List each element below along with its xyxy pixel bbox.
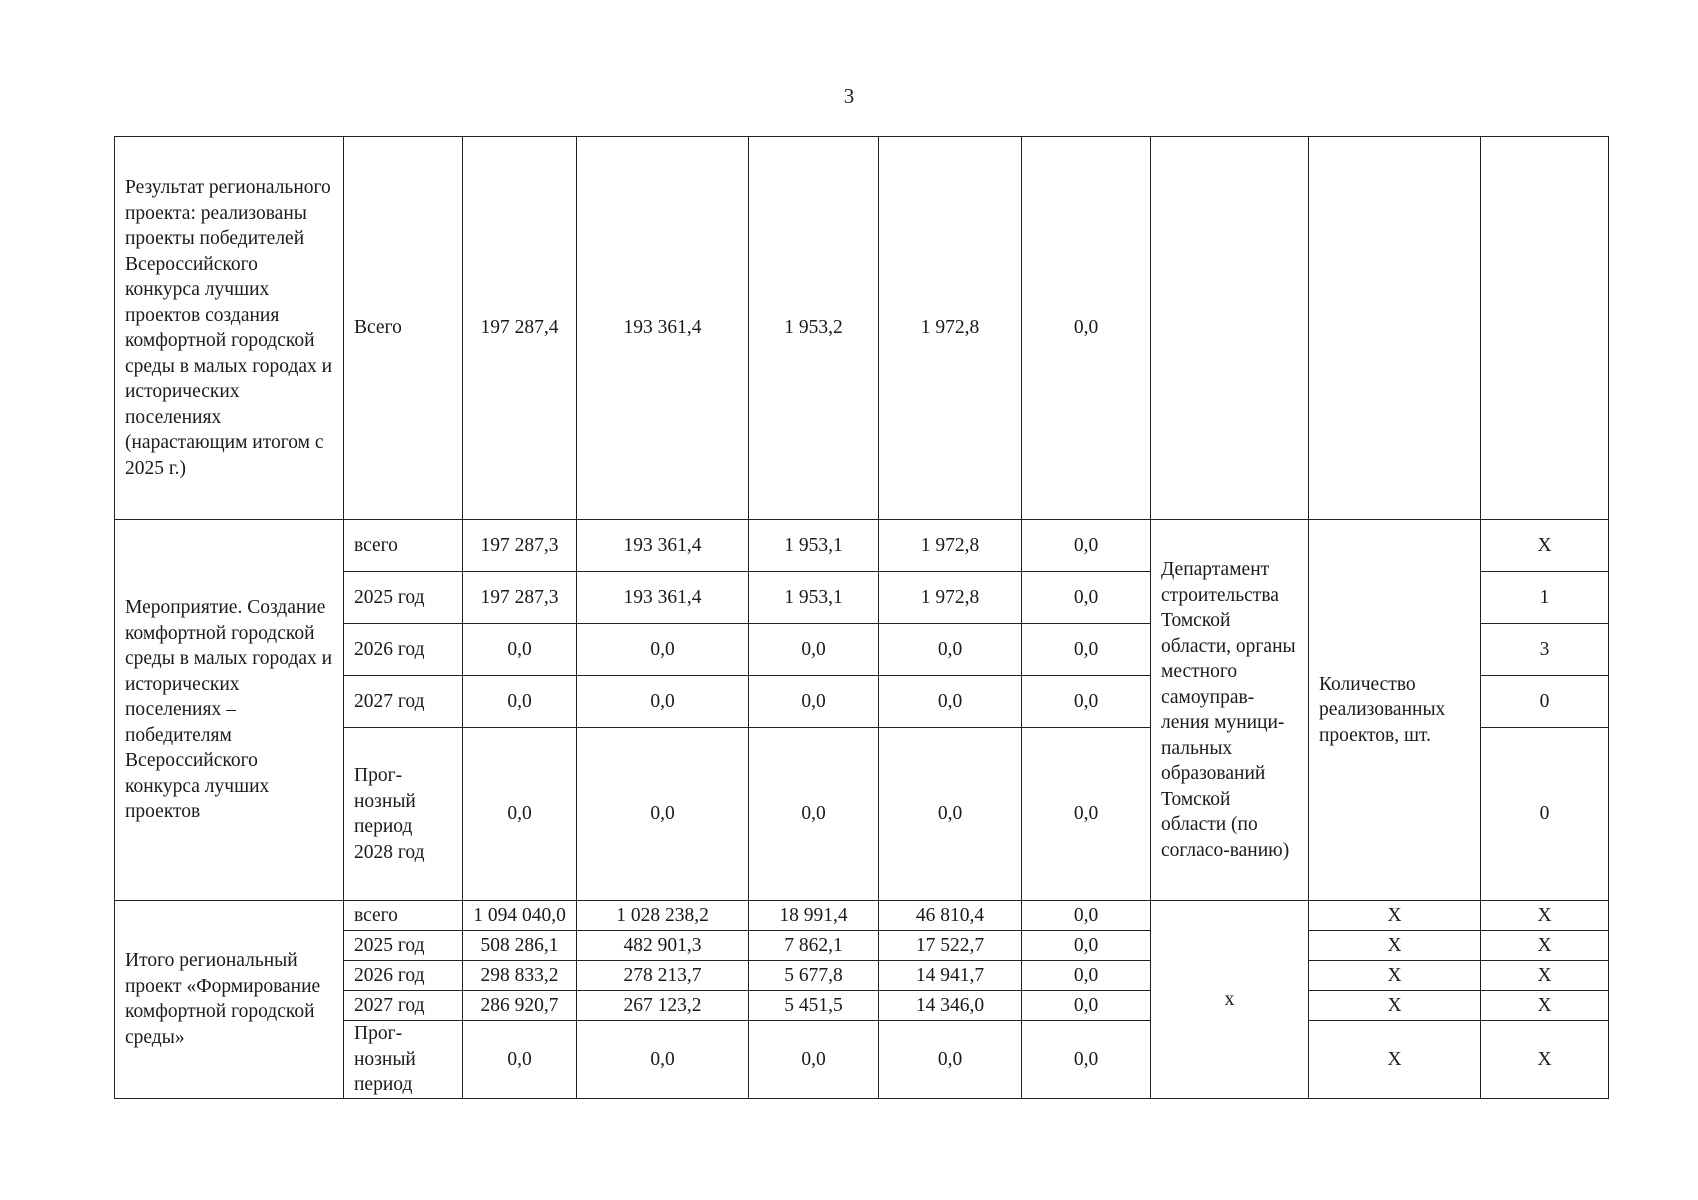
total-regional: 0,0 (749, 1021, 879, 1099)
total-local: 14 941,7 (879, 961, 1022, 991)
result-total: 197 287,4 (463, 137, 577, 520)
event-federal: 0,0 (577, 676, 749, 728)
event-local: 1 972,8 (879, 520, 1022, 572)
event-total: 0,0 (463, 624, 577, 676)
event-total: 0,0 (463, 676, 577, 728)
event-row-label: 2027 год (344, 676, 463, 728)
total-indicator: Х (1309, 1021, 1481, 1099)
total-federal: 267 123,2 (577, 991, 749, 1021)
event-total: 0,0 (463, 728, 577, 901)
total-federal: 482 901,3 (577, 931, 749, 961)
event-target: 0 (1481, 728, 1609, 901)
event-target: 0 (1481, 676, 1609, 728)
result-row (115, 137, 1609, 520)
event-row (115, 520, 1609, 572)
event-row-label: 2025 год (344, 572, 463, 624)
financing-table (114, 136, 1609, 1099)
result-other: 0,0 (1022, 137, 1151, 520)
total-federal: 278 213,7 (577, 961, 749, 991)
event-indicator: Количество реализованных проектов, шт. (1309, 520, 1481, 901)
total-regional: 18 991,4 (749, 901, 879, 931)
result-indicator (1309, 137, 1481, 520)
event-other: 0,0 (1022, 624, 1151, 676)
event-regional: 0,0 (749, 624, 879, 676)
event-local: 0,0 (879, 728, 1022, 901)
event-federal: 193 361,4 (577, 520, 749, 572)
event-responsible: Департамент строительства Томской области, органы местного самоуправ-ления муници-пальных образований Томской области (по согласо-ванию) (1151, 520, 1309, 901)
event-other: 0,0 (1022, 572, 1151, 624)
event-row-label: 2026 год (344, 624, 463, 676)
total-row (115, 901, 1609, 931)
event-name: Мероприятие. Создание комфортной городской среды в малых городах и исторических поселениях – победителям Всероссийского конкурса лучших проектов (115, 520, 344, 901)
event-row-label: Прог-нозный период 2028 год (344, 728, 463, 901)
total-indicator: Х (1309, 901, 1481, 931)
result-label: Всего (344, 137, 463, 520)
event-federal: 0,0 (577, 728, 749, 901)
event-other: 0,0 (1022, 728, 1151, 901)
total-other: 0,0 (1022, 901, 1151, 931)
total-federal: 1 028 238,2 (577, 901, 749, 931)
total-row-label: всего (344, 901, 463, 931)
total-row-label: 2026 год (344, 961, 463, 991)
total-federal: 0,0 (577, 1021, 749, 1099)
total-row-label: Прог-нозный период (344, 1021, 463, 1099)
result-regional: 1 953,2 (749, 137, 879, 520)
event-local: 1 972,8 (879, 572, 1022, 624)
total-other: 0,0 (1022, 931, 1151, 961)
event-other: 0,0 (1022, 520, 1151, 572)
total-other: 0,0 (1022, 991, 1151, 1021)
total-indicator: Х (1309, 961, 1481, 991)
total-other: 0,0 (1022, 961, 1151, 991)
total-name: Итого региональный проект «Формирование комфортной городской среды» (115, 901, 344, 1099)
total-regional: 5 677,8 (749, 961, 879, 991)
total-total: 286 920,7 (463, 991, 577, 1021)
event-target: Х (1481, 520, 1609, 572)
result-federal: 193 361,4 (577, 137, 749, 520)
total-indicator: Х (1309, 931, 1481, 961)
event-target: 1 (1481, 572, 1609, 624)
total-row-label: 2025 год (344, 931, 463, 961)
result-name: Результат регионального проекта: реализованы проекты победителей Всероссийского конкурса лучших проектов создания комфортной городской среды в малых городах и исторических поселениях (нарастающим итогом с 2025 г.) (115, 137, 344, 520)
event-federal: 0,0 (577, 624, 749, 676)
event-local: 0,0 (879, 624, 1022, 676)
result-target (1481, 137, 1609, 520)
event-federal: 193 361,4 (577, 572, 749, 624)
total-local: 17 522,7 (879, 931, 1022, 961)
total-target: Х (1481, 901, 1609, 931)
total-local: 0,0 (879, 1021, 1022, 1099)
total-responsible: х (1151, 901, 1309, 1099)
result-responsible (1151, 137, 1309, 520)
total-total: 298 833,2 (463, 961, 577, 991)
total-regional: 7 862,1 (749, 931, 879, 961)
total-total: 0,0 (463, 1021, 577, 1099)
total-local: 46 810,4 (879, 901, 1022, 931)
total-regional: 5 451,5 (749, 991, 879, 1021)
event-other: 0,0 (1022, 676, 1151, 728)
page-number: 3 (843, 84, 855, 108)
total-target: Х (1481, 961, 1609, 991)
event-regional: 1 953,1 (749, 572, 879, 624)
total-row-label: 2027 год (344, 991, 463, 1021)
event-regional: 1 953,1 (749, 520, 879, 572)
total-other: 0,0 (1022, 1021, 1151, 1099)
total-total: 508 286,1 (463, 931, 577, 961)
event-target: 3 (1481, 624, 1609, 676)
total-target: Х (1481, 991, 1609, 1021)
event-row-label: всего (344, 520, 463, 572)
event-total: 197 287,3 (463, 572, 577, 624)
event-regional: 0,0 (749, 676, 879, 728)
total-total: 1 094 040,0 (463, 901, 577, 931)
total-local: 14 346,0 (879, 991, 1022, 1021)
total-indicator: Х (1309, 991, 1481, 1021)
event-total: 197 287,3 (463, 520, 577, 572)
total-target: Х (1481, 1021, 1609, 1099)
total-target: Х (1481, 931, 1609, 961)
event-regional: 0,0 (749, 728, 879, 901)
event-local: 0,0 (879, 676, 1022, 728)
result-local: 1 972,8 (879, 137, 1022, 520)
